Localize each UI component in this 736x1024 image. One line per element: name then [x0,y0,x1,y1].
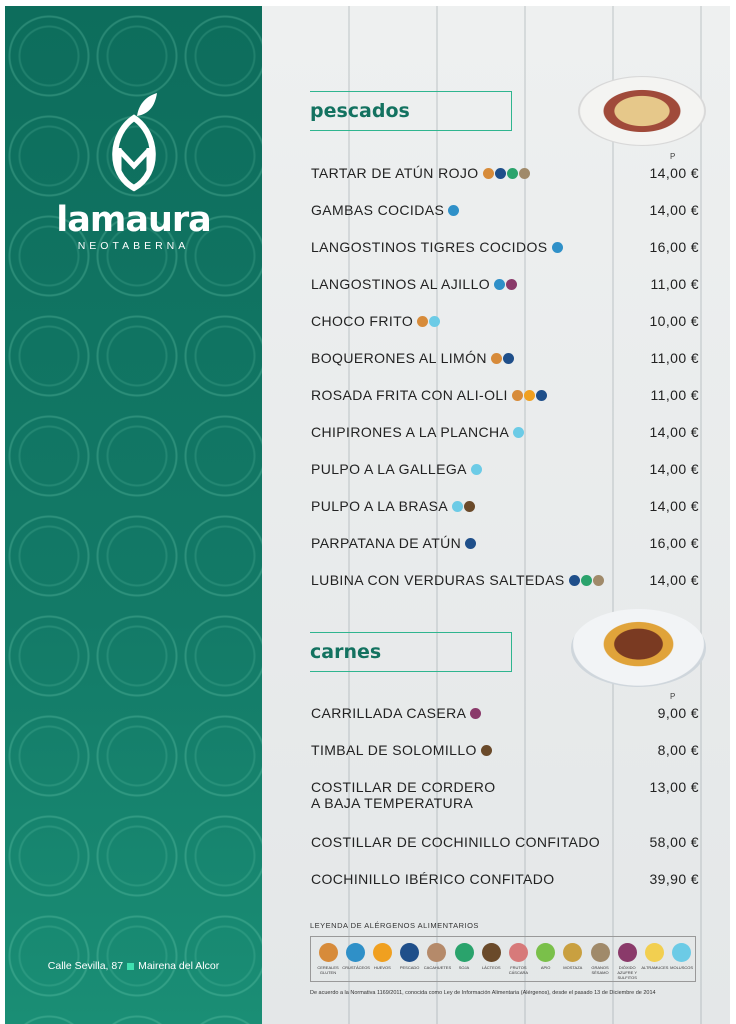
menu-item-price: 14,00 € [649,461,699,477]
allergen-icons [491,351,515,367]
menu-item-name: LANGOSTINOS TIGRES COCIDOS [311,239,548,255]
legend-item-frutos [505,943,531,975]
menu-item-name: PULPO A LA GALLEGA [311,461,467,477]
legend-label: CACAHUETES [423,965,452,970]
pescado-allergen-icon [400,943,419,962]
brand-sidebar [5,6,262,1024]
sulfitos-allergen-icon [506,279,517,290]
price-header-carnes: P [670,692,676,701]
lamb-dish-image [571,609,706,687]
menu-item [311,387,699,404]
legend-item-sulfitos [614,943,640,980]
legend-item-sesamo [587,943,613,975]
apio-allergen-icon [536,943,555,962]
legend-item-soja [451,943,477,970]
menu-item-name: COSTILLAR DE CORDERO [311,779,496,795]
moluscos-allergen-icon [452,501,463,512]
logo-mark-icon [99,88,169,198]
legend-item-crustaceos [342,943,368,970]
huevos-allergen-icon [373,943,392,962]
legal-footnote: De acuerdo a la Normativa 1169/2011, conocida como Ley de Información Alimentaria (Alérgenos), desde el pasado 13 de Diciembre de 2014 [310,990,656,996]
gluten-allergen-icon [483,168,494,179]
menu-item [311,313,699,330]
allergen-icons [448,203,460,219]
legend-label: DIÓXIDO AZUFRE Y SULFITOS [617,965,638,980]
menu-item [311,498,699,515]
pescado-allergen-icon [503,353,514,364]
menu-item-name: COSTILLAR DE COCHINILLO CONFITADO [311,834,601,850]
menu-item-price: 13,00 € [649,779,699,795]
menu-item [311,742,699,759]
menu-item [311,202,699,219]
soja-allergen-icon [455,943,474,962]
legend-label: SOJA [458,965,470,970]
menu-item [311,705,699,722]
octopus-dish-image [578,76,706,146]
menu-item-name-line2: A BAJA TEMPERATURA [311,795,474,811]
crustaceos-allergen-icon [494,279,505,290]
menu-item-price: 39,90 € [649,871,699,887]
huevos-allergen-icon [524,390,535,401]
lacteos-allergen-icon [482,943,501,962]
menu-item-price: 16,00 € [649,535,699,551]
section-title-carnes: carnes [310,632,512,672]
gluten-allergen-icon [491,353,502,364]
legend-item-pescado [397,943,423,970]
legend-label: MOSTAZA [563,965,583,970]
allergen-icons [569,573,605,589]
menu-item [311,461,699,478]
menu-item-name: ROSADA FRITA CON ALI-OLI [311,387,508,403]
menu-item-name: CHIPIRONES A LA PLANCHA [311,424,510,440]
legend-label: CEREALES GLUTEN [317,965,339,975]
separator-square [127,963,134,970]
menu-item [311,834,699,850]
allergen-icons [483,166,531,182]
gluten-allergen-icon [417,316,428,327]
menu-item-price: 8,00 € [657,742,699,758]
soja-allergen-icon [507,168,518,179]
sulfitos-allergen-icon [618,943,637,962]
moluscos-allergen-icon [429,316,440,327]
menu-item-name: LUBINA CON VERDURAS SALTEDAS [311,572,565,588]
allergen-icons [512,388,548,404]
menu-item-price: 14,00 € [649,202,699,218]
allergen-icons [470,706,482,722]
pescado-allergen-icon [569,575,580,586]
allergen-icons [481,743,493,759]
address-town: Mairena del Alcor [138,960,220,972]
address [5,960,262,972]
allergen-icons [552,240,564,256]
legend-item-lacteos [478,943,504,970]
legend-item-altramuces [641,943,667,970]
menu-item [311,350,699,367]
menu-item [311,535,699,552]
menu-item [311,572,699,589]
address-street: Calle Sevilla, 87 [47,960,124,972]
allergen-icons [513,425,525,441]
allergen-legend [310,936,696,982]
menu-item [311,165,699,182]
menu-item-price: 9,00 € [657,705,699,721]
allergen-icons [417,314,441,330]
menu-item-name: CARRILLADA CASERA [311,705,467,721]
menu-item [311,779,699,811]
soja-allergen-icon [581,575,592,586]
menu-item-price: 11,00 € [650,350,699,366]
legend-label: CRUSTÁCEOS [342,965,370,970]
menu-item-name: BOQUERONES AL LIMÓN [311,350,487,366]
moluscos-allergen-icon [672,943,691,962]
pescado-allergen-icon [495,168,506,179]
crustaceos-allergen-icon [346,943,365,962]
menu-item [311,871,699,887]
menu-item-price: 14,00 € [649,424,699,440]
legend-title: LEYENDA DE ALÉRGENOS ALIMENTARIOS [310,921,479,930]
allergen-icons [494,277,518,293]
legend-label: PESCADO [399,965,420,970]
mostaza-allergen-icon [563,943,582,962]
legend-label: ALTRAMUCES [641,965,669,970]
menu-item-name: CHOCO FRITO [311,313,414,329]
menu-item [311,276,699,293]
menu-item-price: 14,00 € [649,572,699,588]
legend-label: APIO [540,965,551,970]
crustaceos-allergen-icon [552,242,563,253]
price-header-pescados: P [670,152,676,161]
legend-label: MOLUSCOS [670,965,694,970]
menu-item-price: 58,00 € [649,834,699,850]
sesamo-allergen-icon [593,575,604,586]
sesamo-allergen-icon [591,943,610,962]
lacteos-allergen-icon [464,501,475,512]
menu-item-name: PARPATANA DE ATÚN [311,535,462,551]
legend-item-gluten [315,943,341,975]
legend-item-mostaza [560,943,586,970]
legend-item-cacahuetes [424,943,450,970]
menu-content [262,6,730,1024]
legend-label: HUEVOS [373,965,391,970]
legend-label: FRUTOS CÁSCARA [508,965,529,975]
allergen-icons [465,536,477,552]
crustaceos-allergen-icon [448,205,459,216]
menu-item-name: COCHINILLO IBÉRICO CONFITADO [311,871,555,887]
cacahuetes-allergen-icon [427,943,446,962]
menu-item-name: GAMBAS COCIDAS [311,202,445,218]
legend-item-huevos [369,943,395,970]
menu-item-price: 11,00 € [650,387,699,403]
brand-name: lamaura [56,200,211,240]
brand-tagline: NEOTABERNA [77,240,190,252]
legend-item-moluscos [669,943,695,970]
frutos-allergen-icon [509,943,528,962]
menu-item-name: TIMBAL DE SOLOMILLO [311,742,477,758]
menu-item-name: TARTAR DE ATÚN ROJO [311,165,479,181]
moluscos-allergen-icon [513,427,524,438]
menu-item [311,239,699,256]
section-title-pescados: pescados [310,91,512,131]
allergen-icons [471,462,483,478]
gluten-allergen-icon [319,943,338,962]
menu-item-price: 11,00 € [650,276,699,292]
pescado-allergen-icon [465,538,476,549]
menu-item-name: PULPO A LA BRASA [311,498,449,514]
legend-item-apio [533,943,559,970]
legend-label: GRANOS SÉSAMO [591,965,609,975]
pescado-allergen-icon [536,390,547,401]
allergen-icons [452,499,476,515]
moluscos-allergen-icon [471,464,482,475]
gluten-allergen-icon [512,390,523,401]
sulfitos-allergen-icon [470,708,481,719]
menu-item-price: 14,00 € [649,165,699,181]
logo [5,88,262,252]
altramuces-allergen-icon [645,943,664,962]
menu-item-price: 16,00 € [649,239,699,255]
sesamo-allergen-icon [519,168,530,179]
lacteos-allergen-icon [481,745,492,756]
menu-item-name: LANGOSTINOS AL AJILLO [311,276,491,292]
menu-item-price: 14,00 € [649,498,699,514]
menu-item [311,424,699,441]
legend-label: LÁCTEOS [481,965,501,970]
menu-item-price: 10,00 € [649,313,699,329]
